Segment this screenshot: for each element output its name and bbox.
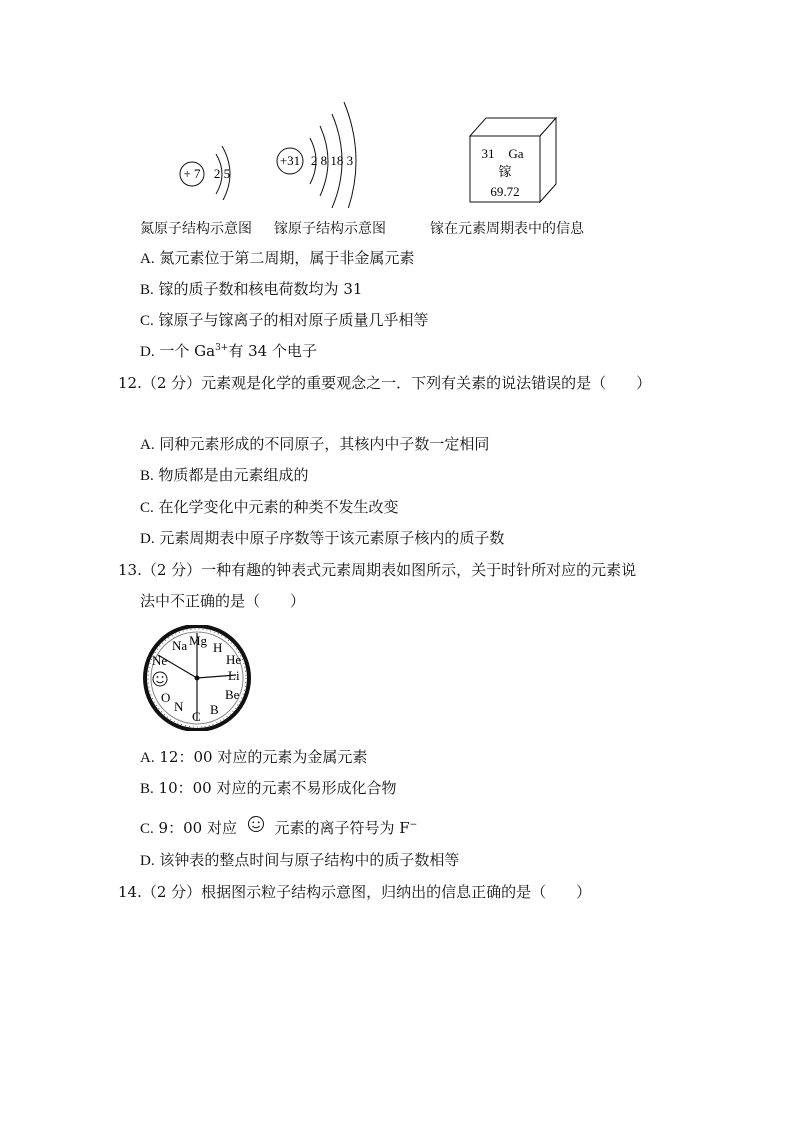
caption-nitrogen: 氮原子结构示意图 [140, 221, 252, 237]
nitrogen-shells: 2 5 [213, 166, 231, 181]
clock-label-b: B [210, 702, 219, 717]
option-label: D. [140, 344, 155, 360]
option-label: B. [140, 781, 154, 797]
option-text: 12：00 对应的元素为金属元素 [159, 748, 368, 766]
q14-stem: 14.（2 分）根据图示粒子结构示意图，归纳出的信息正确的是（ ） [118, 883, 592, 901]
q11-option-b [140, 279, 362, 300]
clock-label-n: N [174, 699, 184, 714]
q12-option-b [140, 465, 309, 486]
option-text: 元素周期表中原子序数等于该元素原子核内的质子数 [159, 529, 505, 547]
ion-charge: − [409, 820, 418, 830]
option-text: 同种元素形成的不同原子，其核内中子数一定相同 [159, 435, 490, 453]
clock-label-h: H [213, 640, 223, 655]
ion-charge: 3+ [215, 343, 229, 353]
q11-option-a [140, 248, 414, 269]
clock-label-ne: Ne [152, 653, 168, 668]
option-label: C. [140, 313, 154, 329]
caption-gallium-table: 镓在元素周期表中的信息 [430, 221, 584, 237]
nitrogen-nucleus: + 7 [183, 166, 201, 181]
q13-stem-line1: 13.（2 分）一种有趣的钟表式元素周期表如图所示，关于时针所对应的元素说 [118, 561, 637, 579]
q11-option-c [140, 310, 429, 331]
q12-option-d [140, 528, 504, 549]
element-clock [140, 625, 254, 731]
q12-option-c [140, 497, 399, 518]
element-symbol: Ga [508, 146, 524, 161]
gallium-nucleus: +31 [279, 153, 301, 168]
option-text: 10：00 对应的元素不易形成化合物 [158, 779, 397, 797]
q12-option-a [140, 434, 489, 455]
option-text: 镓原子与镓离子的相对原子质量几乎相等 [158, 311, 429, 329]
q13-option-d [140, 850, 459, 871]
option-label: C. [140, 821, 154, 837]
q13-option-c [140, 816, 417, 839]
q13-option-b [140, 778, 397, 799]
option-label: A. [140, 251, 155, 267]
option-label: D. [140, 531, 155, 547]
option-label: C. [140, 500, 154, 516]
clock-label-mg: Mg [189, 633, 208, 648]
q12-stem: 12.（2 分）元素观是化学的重要观念之一．下列有关素的说法错误的是（ ） [118, 374, 652, 392]
clock-label-c: C [192, 709, 201, 724]
clock-label-li: Li [228, 668, 240, 683]
nitrogen-atom-diagram [170, 130, 250, 200]
gallium-shells: 2 8 18 3 [310, 153, 354, 168]
option-text-before: 一个 Ga [159, 342, 216, 360]
option-label: B. [140, 468, 154, 484]
q13-option-a [140, 747, 367, 768]
caption-gallium: 镓原子结构示意图 [274, 221, 386, 237]
element-number: 31 [481, 146, 495, 161]
gallium-element-cube [466, 116, 560, 206]
clock-label-be: Be [225, 687, 240, 702]
q13-stem-line2: 法中不正确的是（ ） [140, 592, 306, 610]
element-mass: 69.72 [490, 184, 520, 199]
option-label: A. [140, 750, 155, 766]
option-label: D. [140, 853, 155, 869]
smiley-icon [246, 816, 266, 836]
option-text-after: 元素的离子符号为 F [274, 819, 410, 837]
clock-label-na: Na [172, 638, 188, 653]
option-text-after: 有 34 个电子 [228, 342, 317, 360]
option-text: 氮元素位于第二周期，属于非金属元素 [159, 249, 415, 267]
option-text: 镓的质子数和核电荷数均为 31 [158, 280, 363, 298]
option-text: 在化学变化中元素的种类不发生改变 [158, 498, 399, 516]
option-text: 物质都是由元素组成的 [158, 466, 309, 484]
option-label: A. [140, 437, 155, 453]
gallium-atom-diagram [270, 98, 370, 208]
clock-label-o: O [161, 690, 171, 705]
q11-option-d [140, 341, 317, 362]
element-name: 镓 [498, 164, 512, 179]
option-text: 该钟表的整点时间与原子结构中的质子数相等 [159, 851, 460, 869]
option-text-before: 9：00 对应 [158, 819, 237, 837]
clock-label-he: He [226, 652, 242, 667]
option-label: B. [140, 282, 154, 298]
